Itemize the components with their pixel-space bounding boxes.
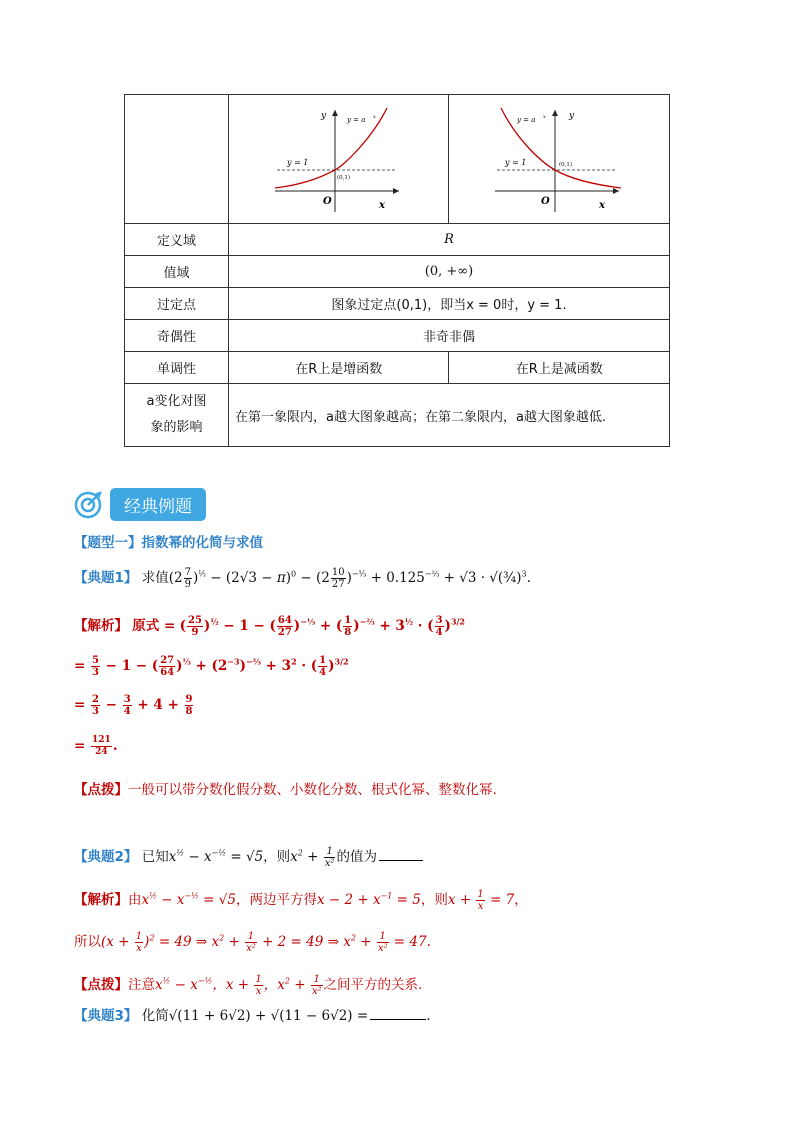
example-2-solution-line-2: 所以(x + $\frac{1}{x}$ )$^2$ = 49 ⇒ $x^2$ + $\frac{1}{\text{x²}}$ + 2 = 49 ⇒ $x^2$ + $\frac{1}{\text{x²}}$ = 47. [74,931,431,954]
tip-tag: 【点拨】 [74,782,128,798]
row-value-domain: R [229,224,670,256]
curve-equation-exponent: x [543,114,547,120]
row-label-fixed-point: 过定点 [125,288,229,320]
example-2-solution-line-1: 【解析】由$x^{\frac{1}{2}} - x^{-\frac{1}{2}} = √5$，两边平方得$x - 2 + x^{-1} = 5$，则x + $\frac{1}{x}$ = 7， [74,889,528,912]
row-value-increasing: 在R上是增函数 [229,352,449,384]
solution-text-b: ，两边平方得 [235,892,317,908]
y-axis-label: y [320,111,326,121]
row-value-fixed-point: 图象过定点(0,1)，即当x = 0时，y = 1. [229,288,670,320]
origin-label: O [541,196,550,207]
example-3-tag: 【典题3】 [74,1008,138,1024]
x-axis-label: x [599,200,606,211]
x-axis-label: x [378,200,385,211]
graph-cell-a-lt-1 [449,95,670,224]
target-icon [74,489,104,519]
row-value-parity: 非奇非偶 [229,320,670,352]
example-1-solution-result: = $\frac{121}{24}$ . [74,735,118,757]
example-2-tip: 【点拨】注意$x^{\frac{1}{2}} - x^{-\frac{1}{2}}$，x + $\frac{1}{x}$ ，$x^2$ + $\frac{1}{\text{x²}}$ 之间平方的关系. [74,974,423,997]
example-3-text: 化简 [141,1008,169,1024]
solution-intro: 原式 = [132,618,176,634]
tip-text: 一般可以带分数化假分数、小数化分数、根式化幂、整数化幂. [128,782,497,798]
example-1-solution-line-2: = $\frac{5}{3}$ − 1 − ( $\frac{27}{64}$ )$^{\frac{1}{3}} + (2^{-3})^{-\frac{2}{3}} + 3^2$ · ( $\frac{1}{4}$ )$^{3/2}$ [74,655,349,678]
hline-label: y = 1 [286,158,309,167]
point-label: (0,1) [559,162,573,168]
row-label-effect-of-a [125,384,229,447]
tip-tag: 【点拨】 [74,977,128,993]
row-value-range: (0, +∞) [229,256,670,288]
example-2-text-c: 的值为 [336,849,377,865]
effect-label-line-2: 象的影响 [150,420,203,435]
graph-increasing-exponential [269,100,409,218]
row-value-decreasing: 在R上是减函数 [449,352,670,384]
solution-tag: 【解析】 [74,618,128,634]
type-heading: 【题型一】指数幂的化简与求值 [74,535,263,551]
example-1-solution-line-3: = $\frac{2}{3}$ − $\frac{3}{4}$ + 4 + $\frac{9}{8}$ [74,694,193,717]
row-label-range: 值域 [125,256,229,288]
solution-tag: 【解析】 [74,892,128,908]
curve-equation: y = a [517,116,536,124]
point-label: (0,1) [336,175,350,181]
hline-label: y = 1 [505,158,527,167]
example-2-question: 【典题2】 已知$x^{\frac{1}{2}} - x^{-\frac{1}{2}} = √5$，则$x^2$ + $\frac{1}{\text{x²}}$ 的值为 [74,845,423,869]
example-2-text-b: ，则 [263,849,291,865]
example-1-text: 求值 [141,570,169,586]
example-2-tag: 【典题2】 [74,849,138,865]
example-1-tag: 【典题1】 [74,570,138,586]
solution-text-c: ，则 [420,892,448,908]
example-1-question: 【典题1】 求值(2 $\frac{7}{9}$ )$^{\frac{1}{2}} - (2√3 - \pi)^0 - (2$ $\frac{10}{27}$ )$^{-\frac{1}{3}} + 0.125^{-\frac{2}{3}} + √3$ · √(¾)$^3$. [74,567,531,590]
curve-equation-exponent: x [372,114,376,120]
solution-text-a: 由 [128,892,142,908]
effect-label-line-1: a变化对图 [146,394,207,409]
origin-label: O [322,196,332,207]
row-value-effect-of-a: 在第一象限内，a越大图象越高；在第二象限内，a越大图象越低. [229,384,670,447]
y-axis-label: y [569,111,575,121]
solution-text-d: 所以 [74,934,101,950]
example-2-text-a: 已知 [141,849,169,865]
graph-decreasing-exponential [489,100,629,218]
row-label-domain: 定义域 [125,224,229,256]
tip-text-b: 之间平方的关系. [323,977,423,993]
example-1-tip [74,778,497,798]
tip-text-a: 注意 [128,977,155,993]
curve-equation: y = a [346,116,366,124]
table-corner-cell [125,95,229,224]
section-title: 经典例题 [110,488,206,521]
exponential-function-properties-table [124,94,670,447]
section-banner [74,487,206,521]
row-label-parity: 奇偶性 [125,320,229,352]
example-1-solution-line-1: 【解析】 原式 = ( $\frac{25}{9}$ )$^{\frac{1}{2}}$ − 1 − ( $\frac{64}{27}$ )$^{-\frac{1}{3}}$ + ( $\frac{1}{8}$ )$^{-\frac{2}{3}} + 3^{\frac{1}{2}}$ · ( $\frac{3}{4}$ )$^{3/2}$ [74,615,465,638]
row-label-monotonicity: 单调性 [125,352,229,384]
graph-cell-a-gt-1 [229,95,449,224]
example-3-question: 【典题3】 化简√(11 + 6√2) + √(11 − 6√2) = . [74,1008,431,1024]
